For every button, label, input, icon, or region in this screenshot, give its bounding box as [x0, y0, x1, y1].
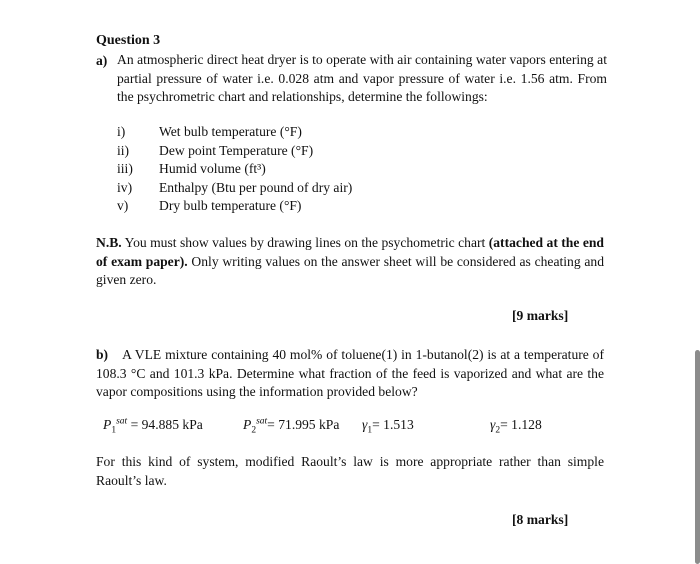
- question-title: Question 3: [96, 33, 161, 48]
- nb-text-2: Only writing values on the answer sheet will be considered as cheating and given zero.: [96, 253, 604, 287]
- p2-sat-value: $P_2^{sat}= 71.995$ kPa: [243, 416, 340, 436]
- gamma-2-value: $\gamma_2= 1.128$: [490, 417, 542, 436]
- raoult-note: For this kind of system, modified Raoult’s law is more appropriate rather than simple Raoult’s law.: [96, 454, 604, 488]
- list-item-text: Enthalpy (Btu per pound of dry air): [159, 179, 353, 195]
- list-item-number: ii): [117, 142, 130, 158]
- nb-label: N.B.: [96, 235, 122, 250]
- part-b-label: b): [96, 347, 109, 362]
- p1-sat-value: $P_1^{sat} = 94.885$ kPa: [103, 416, 203, 436]
- nb-bold-text: (attached at the end of exam paper).: [96, 235, 604, 269]
- part-a-marks: [9 marks]: [512, 308, 569, 323]
- scrollbar-thumb[interactable]: [695, 350, 700, 564]
- part-b-paragraph: [96, 346, 604, 402]
- gamma-1-value: $\gamma_1= 1.513$: [362, 417, 414, 436]
- part-a-text: An atmospheric direct heat dryer is to operate with air containing water vapors entering at partial pressure of water i.e. 0.028 atm and vapor pressure of water i.e. 1.56 atm. From the psychrometric chart and relationships, determine the followings:: [117, 52, 607, 104]
- list-item-text: Dew point Temperature (°F): [159, 142, 314, 158]
- list-item-number: i): [117, 124, 126, 139]
- list-item-number: v): [117, 198, 129, 213]
- list-item-number: iv): [117, 179, 133, 195]
- nb-text-1: You must show values by drawing lines on the psychometric chart: [124, 235, 486, 250]
- part-a-label: a): [96, 53, 108, 68]
- list-item-text: Wet bulb temperature (°F): [159, 124, 302, 139]
- part-b-marks: [8 marks]: [512, 512, 569, 527]
- list-item-text: Humid volume (ft³): [159, 161, 266, 176]
- nb-paragraph: [96, 234, 604, 290]
- list-item-text: Dry bulb temperature (°F): [159, 198, 302, 213]
- part-b-text: A VLE mixture containing 40 mol% of toluene(1) in 1-butanol(2) is at a temperature of 108.3 °C and 101.3 kPa. Determine what fraction of the feed is vaporized and what are the vapor compositions using the information provided below?: [96, 347, 604, 399]
- list-item-number: iii): [117, 161, 133, 176]
